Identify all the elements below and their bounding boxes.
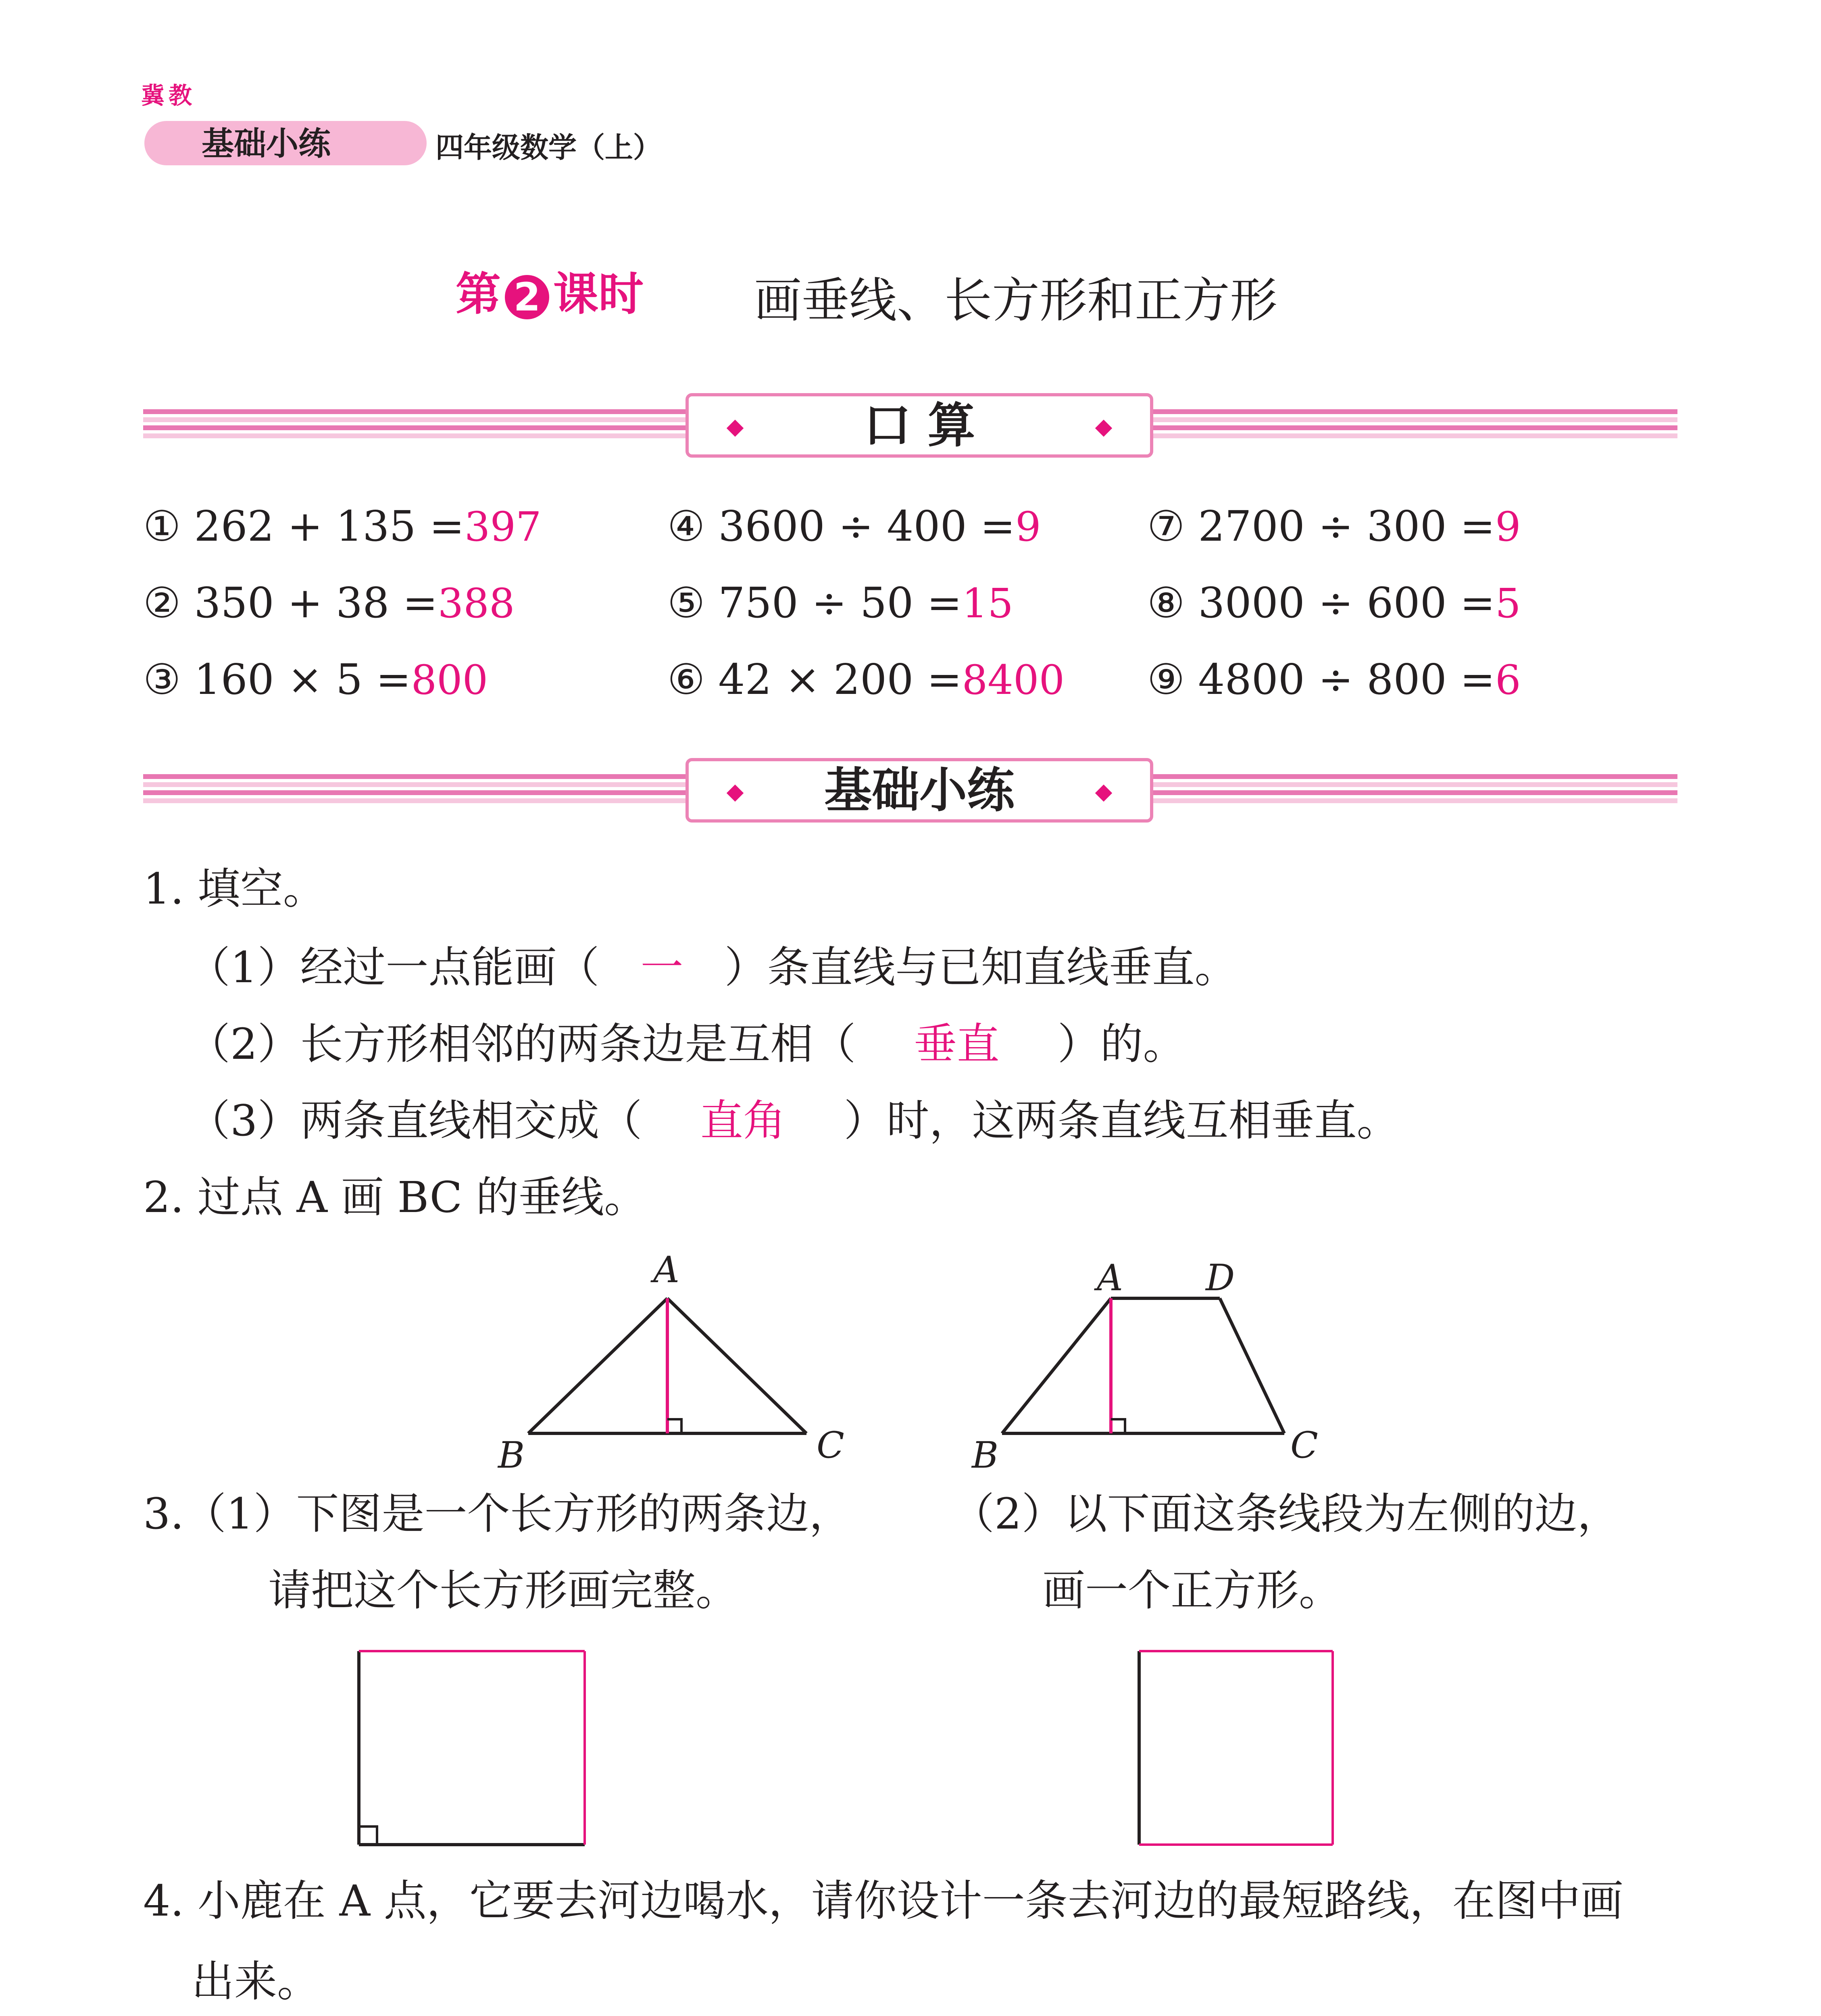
q2-trapezoid [1002, 1298, 1284, 1433]
q1-answer-2: 垂直 [914, 1019, 1000, 1069]
oral-answer: 5 [1495, 580, 1521, 627]
oral-item-7: ⑦ 2700 ÷ 300 =9 [1147, 502, 1521, 551]
oral-item-9: ⑨ 4800 ÷ 800 =6 [1147, 655, 1521, 704]
oral-answer: 8400 [962, 656, 1065, 704]
q2-label: 2. 过点 A 画 BC 的垂线。 [143, 1173, 647, 1222]
publisher-tag: 冀教 [141, 82, 196, 109]
pt-a: A [653, 1249, 679, 1291]
oral-item-1: ① 262 + 135 =397 [143, 502, 542, 551]
pt-a: A [1097, 1257, 1123, 1299]
q1-item-2: （2）长方形相邻的两条边是互相（ 垂直 ）的。 [188, 1019, 1186, 1069]
oral-item-4: ④ 3600 ÷ 400 =9 [667, 502, 1041, 551]
pt-b: B [972, 1434, 999, 1477]
q3-number: 3. [143, 1489, 184, 1539]
oral-item-3: ③ 160 × 5 =800 [143, 655, 488, 704]
q3-part1-line1: （1）下图是一个长方形的两条边， [183, 1489, 852, 1539]
lesson-title: 画垂线、长方形和正方形 [754, 273, 1278, 328]
q4-line2: 出来。 [192, 1957, 320, 2006]
grade-label: 四年级数学（上） [435, 131, 661, 164]
q3-rectangle [359, 1651, 585, 1845]
right-angle-marker [1111, 1419, 1125, 1433]
oral-item-2: ② 350 + 38 =388 [143, 578, 515, 627]
q1-answer-3: 直角 [700, 1096, 786, 1145]
oral-answer: 397 [464, 503, 542, 550]
lesson-suffix: 课时 [553, 268, 644, 321]
section-title-basic: 基础小练 [824, 762, 1015, 818]
pt-d: D [1206, 1257, 1235, 1299]
q3-part1-line2: 请把这个长方形画完整。 [268, 1566, 738, 1615]
q4-line1: 4. 小鹿在 A 点，它要去河边喝水，请你设计一条去河边的最短路线，在图中画 [143, 1876, 1623, 1926]
oral-item-6: ⑥ 42 × 200 =8400 [667, 655, 1065, 704]
q1-label: 1. 填空。 [143, 864, 326, 914]
oral-item-8: ⑧ 3000 ÷ 600 =5 [1147, 578, 1521, 627]
section-title-oral: 口 算 [863, 398, 975, 453]
oral-answer: 800 [411, 656, 488, 704]
q1-answer-1: 一 [640, 943, 683, 992]
lesson-prefix: 第 [456, 268, 501, 321]
right-angle-marker [667, 1419, 681, 1433]
q3-part2-line1: （2）以下面这条线段为左侧的边， [952, 1489, 1620, 1539]
oral-answer: 15 [962, 580, 1013, 627]
oral-item-5: ⑤ 750 ÷ 50 =15 [667, 578, 1013, 627]
lesson-number: 2 [505, 275, 549, 319]
oral-answer: 9 [1015, 503, 1041, 550]
pt-c: C [1290, 1424, 1318, 1466]
oral-answer: 6 [1495, 656, 1521, 704]
oral-answer: 388 [438, 580, 515, 627]
q3-square [1139, 1651, 1333, 1845]
pt-c: C [817, 1424, 844, 1466]
pt-b: B [498, 1434, 525, 1477]
oral-answer: 9 [1495, 503, 1521, 550]
q1-item-3: （3）两条直线相交成（ 直角 ）时，这两条直线互相垂直。 [188, 1096, 1400, 1145]
series-name: 基础小练 [202, 125, 331, 162]
q1-item-1: （1）经过一点能画（ 一 ）条直线与已知直线垂直。 [188, 943, 1238, 992]
q3-part2-line2: 画一个正方形。 [1042, 1566, 1342, 1615]
